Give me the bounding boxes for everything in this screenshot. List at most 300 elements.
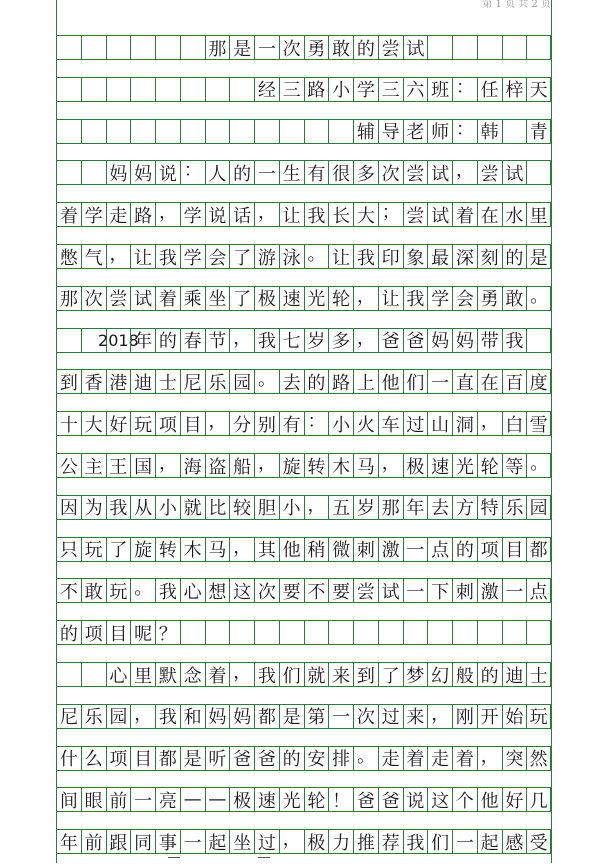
grid-cell: 别	[254, 411, 279, 436]
grid-cell	[56, 160, 81, 185]
grid-row	[56, 829, 551, 854]
grid-cell: 上	[353, 369, 378, 394]
grid-cell: 目	[180, 411, 205, 436]
grid-cell: 有	[304, 160, 329, 185]
grid-cell: 里	[526, 202, 551, 227]
grid-cell: 光	[452, 453, 477, 478]
grid-cell	[106, 35, 131, 60]
grid-cell	[155, 35, 180, 60]
grid-cell	[328, 119, 353, 144]
grid-cell: 爸	[378, 328, 403, 353]
grid-cell: 和	[180, 704, 205, 729]
grid-cell: 学	[353, 77, 378, 102]
grid-cell: 的	[502, 244, 527, 269]
grid-cell: 始	[502, 704, 527, 729]
grid-cell: ，	[155, 453, 180, 478]
grid-cell: ，	[205, 411, 230, 436]
grid-cell: 受	[526, 829, 551, 854]
grid-cell: 学	[427, 286, 452, 311]
grid-cell: 国	[130, 453, 155, 478]
grid-cell: 试	[427, 160, 452, 185]
grid-cell: 光	[279, 787, 304, 812]
grid-cell: 度	[526, 369, 551, 394]
grid-cell: ，	[229, 328, 254, 353]
grid-cell: 经	[254, 77, 279, 102]
grid-cell: 去	[279, 369, 304, 394]
grid-cell: 我	[155, 578, 180, 603]
manuscript-grid-paper	[56, 0, 554, 863]
grid-cell: 比	[205, 495, 230, 520]
grid-cell: 是	[279, 704, 304, 729]
grid-cell	[254, 119, 279, 144]
grid-cell: 迪	[130, 369, 155, 394]
grid-row	[56, 787, 551, 812]
grid-row	[56, 369, 551, 394]
grid-cell: 都	[254, 704, 279, 729]
grid-row	[56, 578, 551, 603]
grid-cell: 直	[452, 369, 477, 394]
grid-cell: 的	[229, 160, 254, 185]
grid-cell: 亮	[155, 787, 180, 812]
page-number-header: 第 1 页 共 2 页	[482, 0, 551, 10]
grid-cell: 试	[403, 35, 428, 60]
grid-cell: 木	[180, 537, 205, 562]
grid-cell: 公	[56, 453, 81, 478]
grid-cell: 一	[403, 578, 428, 603]
grid-cell: ：	[180, 160, 205, 185]
grid-cell: 是	[526, 244, 551, 269]
grid-cell: ？	[155, 620, 180, 645]
grid-cell: 象	[403, 244, 428, 269]
grid-cell: 我	[106, 495, 131, 520]
grid-cell: 轮	[477, 453, 502, 478]
grid-row	[56, 620, 551, 645]
grid-cell: ；	[378, 202, 403, 227]
grid-cell: 试	[502, 160, 527, 185]
grid-cell: —	[205, 787, 230, 812]
grid-cell: ，	[378, 453, 403, 478]
grid-cell: 事	[155, 829, 180, 854]
grid-cell: 荐	[378, 829, 403, 854]
grid-cell: 港	[106, 369, 131, 394]
grid-cell: 。	[353, 746, 378, 771]
grid-cell: 春	[180, 328, 205, 353]
grid-cell: 乐	[205, 369, 230, 394]
grid-cell: 师	[427, 119, 452, 144]
grid-cell	[81, 35, 106, 60]
grid-cell: 有	[279, 411, 304, 436]
grid-cell: 只	[56, 537, 81, 562]
grid-cell: 路	[304, 77, 329, 102]
grid-cell: 香	[81, 369, 106, 394]
grid-cell: 的	[279, 746, 304, 771]
grid-cell: 玩	[130, 411, 155, 436]
grid-cell: 那	[56, 286, 81, 311]
grid-cell: —	[180, 787, 205, 812]
grid-cell: 刺	[452, 578, 477, 603]
grid-cell: 突	[502, 746, 527, 771]
grid-cell: 。	[526, 286, 551, 311]
grid-cell: 来	[403, 704, 428, 729]
grid-cell: 让	[378, 286, 403, 311]
grid-cell	[56, 35, 81, 60]
grid-cell: 其	[254, 537, 279, 562]
grid-cell: 一	[427, 369, 452, 394]
grid-cell: 次	[353, 704, 378, 729]
grid-cell: 尝	[378, 35, 403, 60]
grid-row	[56, 77, 551, 102]
grid-cell: 试	[427, 202, 452, 227]
grid-cell: 么	[81, 746, 106, 771]
grid-cell: 尝	[353, 578, 378, 603]
grid-cell: 尝	[403, 202, 428, 227]
grid-cell: 天	[526, 77, 551, 102]
grid-cell: 年	[56, 829, 81, 854]
grid-row	[56, 119, 551, 144]
grid-cell: 最	[427, 244, 452, 269]
grid-cell: 第	[304, 704, 329, 729]
grid-cell: 马	[353, 453, 378, 478]
grid-cell: 里	[130, 662, 155, 687]
grid-cell: 说	[403, 787, 428, 812]
grid-cell: 的	[304, 369, 329, 394]
grid-cell: 去	[427, 495, 452, 520]
grid-cell: 老	[403, 119, 428, 144]
grid-cell	[106, 77, 131, 102]
grid-cell: 力	[328, 829, 353, 854]
margin-line	[56, 0, 57, 863]
grid-cell: 速	[279, 286, 304, 311]
grid-cell	[452, 620, 477, 645]
grid-cell: 点	[526, 578, 551, 603]
grid-cell: ，	[155, 202, 180, 227]
grid-cell	[229, 77, 254, 102]
grid-cell: 我	[403, 286, 428, 311]
grid-cell: 过	[378, 704, 403, 729]
grid-cell: 来	[328, 662, 353, 687]
grid-cell: 路	[328, 369, 353, 394]
grid-cell: ，	[353, 286, 378, 311]
grid-cell: 。	[254, 369, 279, 394]
grid-cell: 年	[130, 328, 155, 353]
grid-cell: 开	[477, 704, 502, 729]
grid-cell: ：	[452, 119, 477, 144]
grid-cell: 光	[304, 286, 329, 311]
grid-cell: 到	[353, 662, 378, 687]
grid-cell: 班	[427, 77, 452, 102]
grid-cell: 目	[106, 620, 131, 645]
grid-cell: 微	[328, 537, 353, 562]
grid-cell: 路	[130, 202, 155, 227]
grid-cell: 岁	[353, 495, 378, 520]
grid-cell: 带	[477, 328, 502, 353]
grid-cell: ，	[353, 328, 378, 353]
grid-cell	[526, 328, 551, 353]
grid-cell: 这	[229, 578, 254, 603]
margin-line	[551, 0, 552, 863]
grid-cell: 是	[180, 746, 205, 771]
grid-cell: 旋	[279, 453, 304, 478]
grid-cell: 岁	[304, 328, 329, 353]
grid-cell: 我	[155, 704, 180, 729]
grid-cell	[180, 119, 205, 144]
grid-cell: 五	[328, 495, 353, 520]
grid-cell	[526, 35, 551, 60]
grid-cell: ，	[254, 453, 279, 478]
grid-cell	[353, 620, 378, 645]
grid-cell: 个	[452, 787, 477, 812]
grid-cell: 因	[56, 495, 81, 520]
grid-cell	[180, 35, 205, 60]
grid-cell: 一	[254, 160, 279, 185]
grid-cell: 刻	[477, 244, 502, 269]
grid-cell: 让	[328, 244, 353, 269]
grid-cell: 憋	[56, 244, 81, 269]
grid-cell: 辅	[353, 119, 378, 144]
grid-cell: 呢	[130, 620, 155, 645]
grid-cell: 人	[205, 160, 230, 185]
grid-cell: 三	[279, 77, 304, 102]
grid-cell: 主	[81, 453, 106, 478]
grid-cell	[229, 119, 254, 144]
grid-cell	[304, 620, 329, 645]
grid-cell: 轮	[304, 787, 329, 812]
grid-cell: 着	[205, 662, 230, 687]
grid-cell: 深	[452, 244, 477, 269]
grid-cell: 的	[56, 620, 81, 645]
grid-cell: 那	[378, 495, 403, 520]
grid-cell: 都	[526, 537, 551, 562]
grid-cell: 一	[180, 829, 205, 854]
page-bottom-edge	[0, 857, 603, 863]
grid-cell	[526, 160, 551, 185]
grid-cell: 要	[279, 578, 304, 603]
grid-cell: 的	[477, 662, 502, 687]
grid-cell: 走	[106, 202, 131, 227]
grid-cell: 的	[155, 328, 180, 353]
grid-cell: 般	[452, 662, 477, 687]
grid-cell: 节	[205, 328, 230, 353]
grid-cell: 玩	[526, 704, 551, 729]
grid-cell: 七	[279, 328, 304, 353]
grid-cell: 六	[403, 77, 428, 102]
grid-cell	[81, 662, 106, 687]
grid-cell: 点	[427, 537, 452, 562]
grid-row	[56, 495, 551, 520]
grid-cell	[427, 35, 452, 60]
grid-cell: 的	[353, 35, 378, 60]
grid-row	[56, 662, 551, 687]
grid-cell: 我	[353, 244, 378, 269]
grid-row	[56, 286, 551, 311]
grid-cell: 前	[81, 829, 106, 854]
grid-cell	[279, 620, 304, 645]
grid-cell: ，	[106, 244, 131, 269]
grid-cell: 多	[328, 328, 353, 353]
grid-cell	[56, 119, 81, 144]
grid-cell: 让	[130, 244, 155, 269]
grid-cell	[502, 620, 527, 645]
grid-cell: 盗	[205, 453, 230, 478]
grid-cell: 长	[328, 202, 353, 227]
grid-cell: 试	[130, 286, 155, 311]
grid-cell: 们	[403, 369, 428, 394]
grid-cell: 着	[56, 202, 81, 227]
grid-cell	[56, 328, 81, 353]
grid-cell: 刚	[452, 704, 477, 729]
grid-cell: 都	[155, 746, 180, 771]
grid-cell: 推	[353, 829, 378, 854]
grid-cell: 让	[279, 202, 304, 227]
grid-cell	[328, 620, 353, 645]
grid-cell: 尝	[106, 286, 131, 311]
grid-cell	[130, 119, 155, 144]
grid-cell: 试	[378, 578, 403, 603]
grid-cell: 梓	[502, 77, 527, 102]
grid-cell: 印	[378, 244, 403, 269]
grid-cell: 不	[56, 578, 81, 603]
grid-cell: 妈	[452, 328, 477, 353]
grid-cell	[205, 77, 230, 102]
grid-cell: ：	[304, 411, 329, 436]
grid-cell: 一	[328, 704, 353, 729]
grid-cell: ，	[452, 160, 477, 185]
grid-cell: 水	[502, 202, 527, 227]
grid-row	[56, 746, 551, 771]
grid-cell: 极	[304, 829, 329, 854]
grid-cell: 敢	[502, 286, 527, 311]
grid-cell: 念	[180, 662, 205, 687]
grid-cell	[229, 620, 254, 645]
grid-cell: 轮	[328, 286, 353, 311]
grid-cell: 起	[205, 829, 230, 854]
grid-cell: 妈	[106, 160, 131, 185]
grid-cell: 项	[155, 411, 180, 436]
grid-cell: ，	[130, 704, 155, 729]
grid-cell: 们	[427, 829, 452, 854]
grid-cell: 我	[254, 662, 279, 687]
grid-cell: 着	[403, 746, 428, 771]
grid-cell: 梦	[403, 662, 428, 687]
grid-cell	[81, 119, 106, 144]
grid-cell: 游	[254, 244, 279, 269]
grid-cell: 项	[81, 620, 106, 645]
grid-cell: 泳	[279, 244, 304, 269]
grid-cell: 转	[304, 453, 329, 478]
grid-cell: 爸	[378, 787, 403, 812]
grid-cell: 爸	[229, 746, 254, 771]
grid-row	[56, 453, 551, 478]
grid-cell: ，	[477, 411, 502, 436]
grid-cell: 马	[205, 537, 230, 562]
grid-cell: 园	[229, 369, 254, 394]
grid-cell: 方	[452, 495, 477, 520]
grid-cell: 小	[155, 495, 180, 520]
grid-cell: 妈	[229, 704, 254, 729]
grid-cell: 坐	[229, 829, 254, 854]
grid-cell: 勇	[304, 35, 329, 60]
grid-cell	[180, 77, 205, 102]
grid-cell: ，	[229, 662, 254, 687]
grid-cell: 听	[205, 746, 230, 771]
grid-cell	[56, 77, 81, 102]
grid-cell: 百	[502, 369, 527, 394]
grid-cell: 我	[403, 829, 428, 854]
grid-cell: 一	[403, 537, 428, 562]
grid-cell: 为	[81, 495, 106, 520]
grid-cell: 雪	[526, 411, 551, 436]
grid-cell: 走	[378, 746, 403, 771]
grid-cell: 了	[229, 244, 254, 269]
grid-cell: 着	[452, 746, 477, 771]
grid-cell: 学	[180, 202, 205, 227]
grid-cell: 火	[353, 411, 378, 436]
grid-cell: 玩	[106, 578, 131, 603]
grid-cell: 的	[452, 537, 477, 562]
grid-cell: 不	[304, 578, 329, 603]
grid-cell: 士	[155, 369, 180, 394]
grid-cell: 乐	[81, 704, 106, 729]
grid-cell	[106, 119, 131, 144]
grid-cell	[378, 620, 403, 645]
grid-cell: 跟	[106, 829, 131, 854]
grid-cell: 爸	[353, 787, 378, 812]
grid-cell: 心	[106, 662, 131, 687]
grid-cell: 生	[279, 160, 304, 185]
grid-cell	[254, 620, 279, 645]
grid-cell: 导	[378, 119, 403, 144]
grid-cell: 项	[106, 746, 131, 771]
grid-cell: 过	[403, 411, 428, 436]
grid-cell: 着	[155, 286, 180, 311]
grid-cell: 极	[229, 787, 254, 812]
grid-cell: 大	[353, 202, 378, 227]
grid-cell: ，	[279, 829, 304, 854]
grid-cell: 起	[477, 829, 502, 854]
grid-cell: 我	[155, 244, 180, 269]
grid-cell: 次	[254, 578, 279, 603]
grid-cell: 王	[106, 453, 131, 478]
grid-cell: 下	[427, 578, 452, 603]
grid-cell: 次	[81, 286, 106, 311]
grid-cell: 我	[304, 202, 329, 227]
grid-cell: 玩	[81, 537, 106, 562]
grid-cell: 妈	[205, 704, 230, 729]
grid-cell: 尼	[56, 704, 81, 729]
grid-cell: 次	[378, 160, 403, 185]
grid-cell: 次	[279, 35, 304, 60]
grid-cell	[304, 119, 329, 144]
grid-row	[56, 35, 551, 60]
grid-cell: 激	[477, 578, 502, 603]
grid-cell: 。	[526, 453, 551, 478]
grid-cell: 学	[81, 202, 106, 227]
grid-cell: 分	[229, 411, 254, 436]
grid-cell: 较	[229, 495, 254, 520]
grid-cell: 着	[452, 202, 477, 227]
grid-cell: 乐	[502, 495, 527, 520]
grid-cell: 尝	[477, 160, 502, 185]
grid-cell: 目	[502, 537, 527, 562]
grid-cell: 是	[229, 35, 254, 60]
grid-cell: 心	[180, 578, 205, 603]
grid-cell	[56, 662, 81, 687]
grid-cell: 敢	[328, 35, 353, 60]
grid-cell: 好	[502, 787, 527, 812]
grid-cell: 说	[155, 160, 180, 185]
grid-cell: 刺	[353, 537, 378, 562]
grid-cell: 。	[304, 244, 329, 269]
